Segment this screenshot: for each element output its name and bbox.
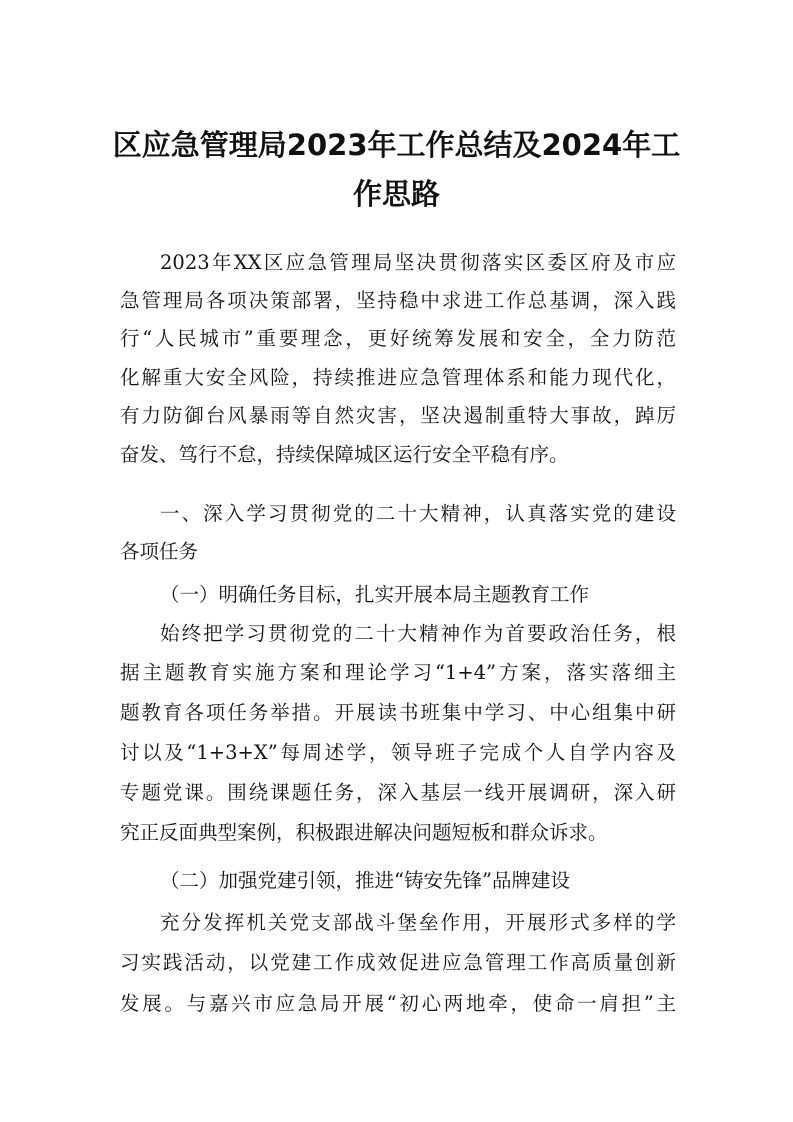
paragraph-line: 2023年XX区应急管理局坚决贯彻落实区委区府及市应 bbox=[160, 251, 676, 274]
subsection-heading: （一）明确任务目标，扎实开展本局主题教育工作 bbox=[160, 583, 590, 606]
paragraph-line: 行“人民城市”重要理念，更好统筹发展和安全，全力防范 bbox=[120, 327, 676, 350]
section-heading: 一、深入学习贯彻党的二十大精神，认真落实党的建设 bbox=[160, 502, 676, 525]
section-heading: 各项任务 bbox=[120, 540, 199, 563]
paragraph-line: 有力防御台风暴雨等自然灾害，坚决遏制重特大事故，踔厉 bbox=[120, 404, 676, 427]
paragraph-line: 习实践活动，以党建工作成效促进应急管理工作高质量创新 bbox=[120, 951, 676, 974]
paragraph-line: 据主题教育实施方案和理论学习“1+4”方案，落实落细主 bbox=[120, 661, 676, 684]
paragraph-line: 究正反面典型案例，积极跟进解决问题短板和群众诉求。 bbox=[120, 821, 608, 844]
paragraph-line: 充分发挥机关党支部战斗堡垒作用，开展形式多样的学 bbox=[160, 911, 676, 934]
document-title-line-1: 区应急管理局2023年工作总结及2024年工 bbox=[112, 128, 681, 162]
paragraph-line: 发展。与嘉兴市应急局开展“初心两地牵，使命一肩担”主 bbox=[120, 992, 676, 1015]
document-title-line-2: 作思路 bbox=[352, 177, 440, 211]
paragraph-line: 题教育各项任务举措。开展读书班集中学习、中心组集中研 bbox=[120, 701, 676, 724]
paragraph-line: 化解重大安全风险，持续推进应急管理体系和能力现代化， bbox=[120, 366, 676, 389]
paragraph-line: 讨以及“1+3+X”每周述学，领导班子完成个人自学内容及 bbox=[120, 741, 676, 764]
subsection-heading: （二）加强党建引领，推进“铸安先锋”品牌建设 bbox=[160, 869, 570, 892]
paragraph-line: 始终把学习贯彻党的二十大精神作为首要政治任务，根 bbox=[160, 622, 676, 645]
paragraph-line: 急管理局各项决策部署，坚持稳中求进工作总基调，深入践 bbox=[120, 289, 676, 312]
paragraph-line: 奋发、笃行不怠，持续保障城区运行安全平稳有序。 bbox=[120, 443, 569, 466]
paragraph-line: 专题党课。围绕课题任务，深入基层一线开展调研，深入研 bbox=[120, 781, 676, 804]
